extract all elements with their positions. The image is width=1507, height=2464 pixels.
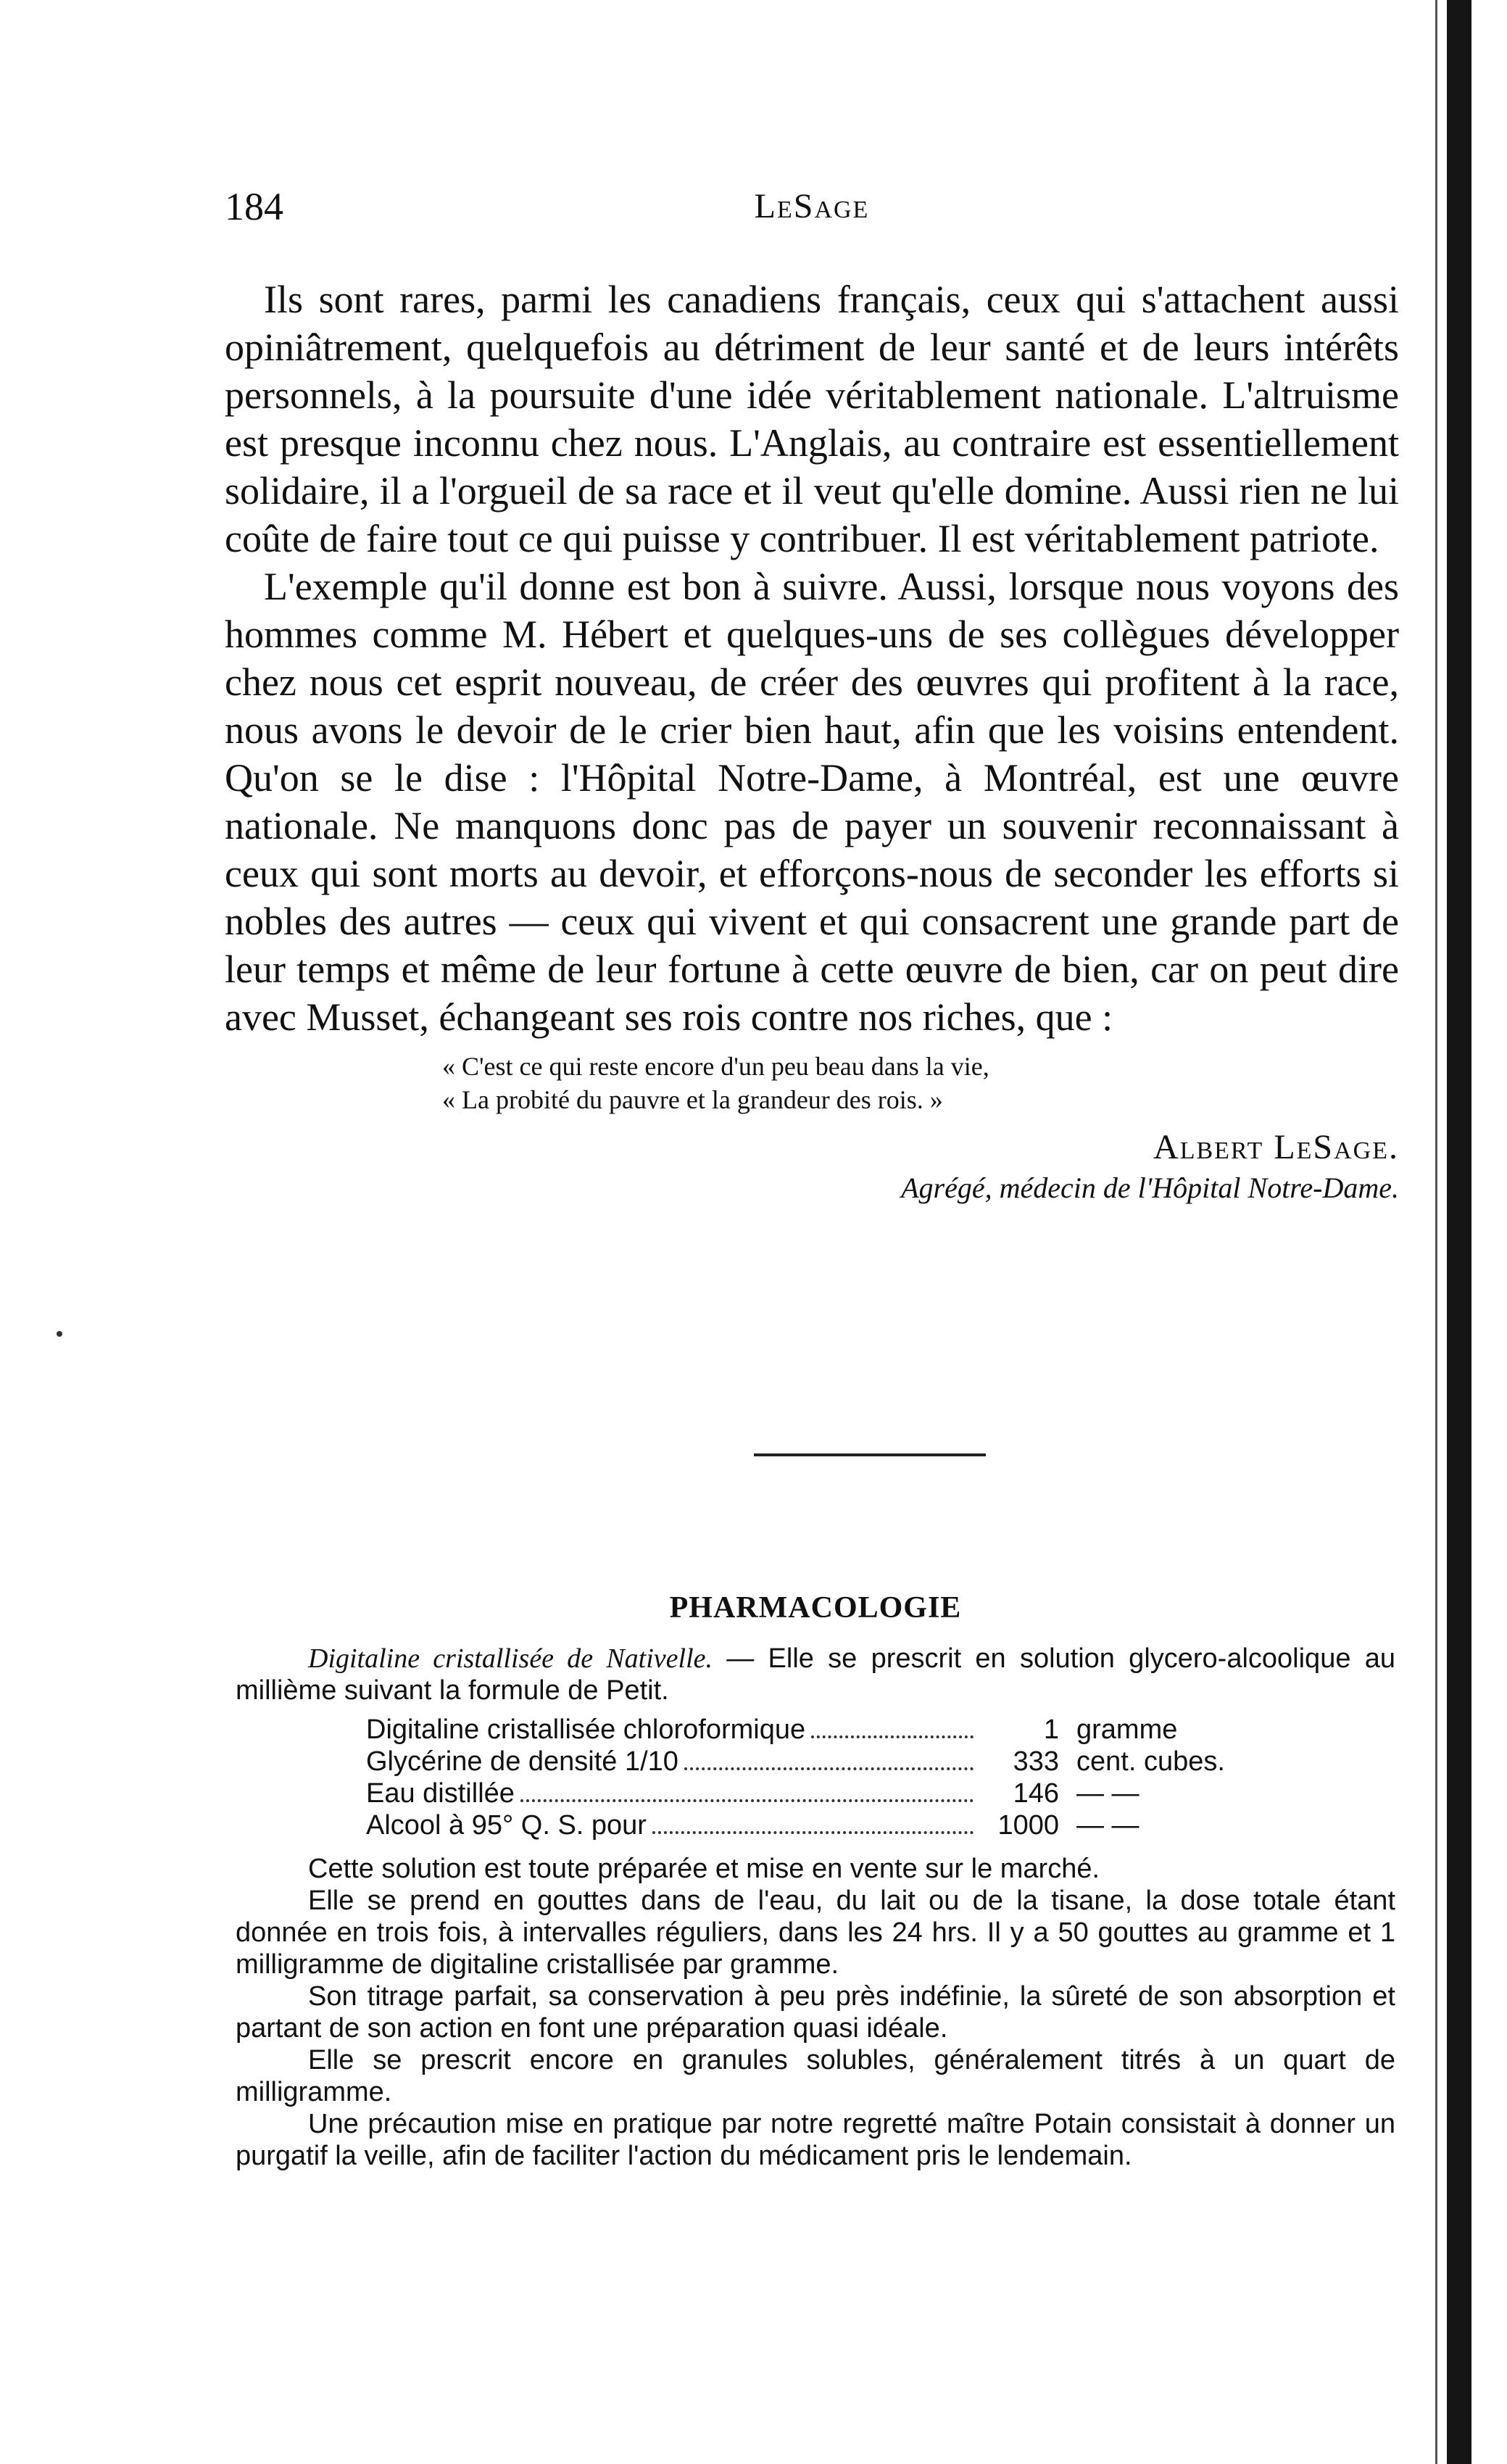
pharmacologie-paragraph: Son titrage parfait, sa conservation à peu près indéfinie, la sûreté de son absorption et partant de son action en font une préparation quasi idéale. — [236, 1981, 1395, 2044]
author-affiliation: Agrégé, médecin de l'Hôpital Notre-Dame. — [901, 1171, 1399, 1204]
formula-row — [366, 1746, 1301, 1778]
dot-leader — [520, 1799, 973, 1802]
author-signature: Albert LeSage. — [1153, 1128, 1399, 1166]
formula-row — [366, 1778, 1301, 1809]
quote-line: « C'est ce qui reste encore d'un peu beau dans la vie, — [442, 1052, 989, 1081]
scan-edge-line — [1435, 0, 1437, 2464]
article-paragraph: L'exemple qu'il donne est bon à suivre. Aussi, lorsque nous voyons des hommes comme M. Hébert et quelques-uns de ses collègues développer chez nous cet esprit nouveau, de créer des œuvres qui profitent à la race, nous avons le devoir de le crier bien haut, afin que les voisins entendent. Qu'on se le dise : l'Hôpital Notre-Dame, à Montréal, est une œuvre nationale. Ne manquons donc pas de payer un souvenir reconnaissant à ceux qui sont morts au devoir, et efforçons-nous de seconder les efforts si nobles des autres — ceux qui vivent et qui consacrent une grande part de leur temps et même de leur fortune à cette œuvre de bien, car on peut dire avec Musset, échangeant ses rois contre nos riches, que : — [225, 565, 1399, 1039]
formula-row — [366, 1714, 1301, 1746]
quote-line: « La probité du pauvre et la grandeur des rois. » — [442, 1085, 943, 1114]
quantity: 146 — [1013, 1778, 1059, 1809]
intro-text: — Elle se prescrit en solution glycero-alcoolique au millième suivant la formule de Petit. — [236, 1643, 1395, 1706]
quantity: 333 — [1013, 1746, 1059, 1777]
unit: cent. cubes. — [1076, 1746, 1225, 1777]
page-number: 184 — [225, 185, 283, 228]
musset-quote — [442, 1050, 1399, 1116]
quantity: 1000 — [997, 1810, 1059, 1841]
drug-name: Digitaline cristallisée de Nativelle. — [308, 1643, 713, 1674]
pharmacologie-section — [236, 1588, 1395, 2172]
pharmacologie-paragraph: Cette solution est toute préparée et mise en vente sur le marché. — [308, 1854, 1100, 1884]
dot-leader — [811, 1735, 973, 1738]
running-head: LeSage — [754, 187, 870, 225]
unit: gramme — [1076, 1714, 1178, 1745]
ingredient: Alcool à 95° Q. S. pour — [366, 1810, 647, 1841]
pharmacologie-paragraph: Une précaution mise en pratique par notre regretté maître Potain consistait à donner un purgatif la veille, afin de faciliter l'action du médicament pris le lendemain. — [236, 2109, 1395, 2171]
ingredient: Eau distillée — [366, 1778, 515, 1809]
page-header — [225, 185, 1399, 243]
quantity: 1 — [1043, 1714, 1059, 1745]
unit: — — — [1076, 1810, 1139, 1841]
section-title: PHARMACOLOGIE — [669, 1591, 962, 1625]
pharmacologie-paragraph: Elle se prescrit encore en granules solubles, généralement titrés à un quart de milligramme. — [236, 2045, 1395, 2107]
formula-row — [366, 1809, 1301, 1841]
ingredient: Glycérine de densité 1/10 — [366, 1746, 678, 1777]
margin-speck — [57, 1331, 62, 1337]
section-divider — [754, 1453, 986, 1456]
scan-binding-shadow — [1447, 0, 1471, 2464]
unit: — — — [1076, 1778, 1139, 1809]
ingredient: Digitaline cristallisée chloroformique — [366, 1714, 806, 1745]
pharmacologie-paragraph: Elle se prend en gouttes dans de l'eau, du lait ou de la tisane, la dose totale étant donnée en trois fois, à intervalles réguliers, dans les 24 hrs. Il y a 50 gouttes au gramme et 1 milligramme de digitaline cristallisée par gramme. — [236, 1886, 1395, 1980]
dot-leader — [652, 1831, 973, 1834]
article-body — [225, 275, 1399, 1208]
formula-table — [366, 1714, 1301, 1841]
dot-leader — [684, 1767, 973, 1770]
article-paragraph: Ils sont rares, parmi les canadiens français, ceux qui s'attachent aussi opiniâtrement, quelquefois au détriment de leur santé et de leurs intérêts personnels, à la poursuite d'une idée véritablement nationale. L'altruisme est presque inconnu chez nous. L'Anglais, au contraire est essentiellement solidaire, il a l'orgueil de sa race et il veut qu'elle domine. Aussi rien ne lui coûte de faire tout ce qui puisse y contribuer. Il est véritablement patriote. — [225, 278, 1399, 560]
pharmacologie-intro — [236, 1643, 1395, 1706]
